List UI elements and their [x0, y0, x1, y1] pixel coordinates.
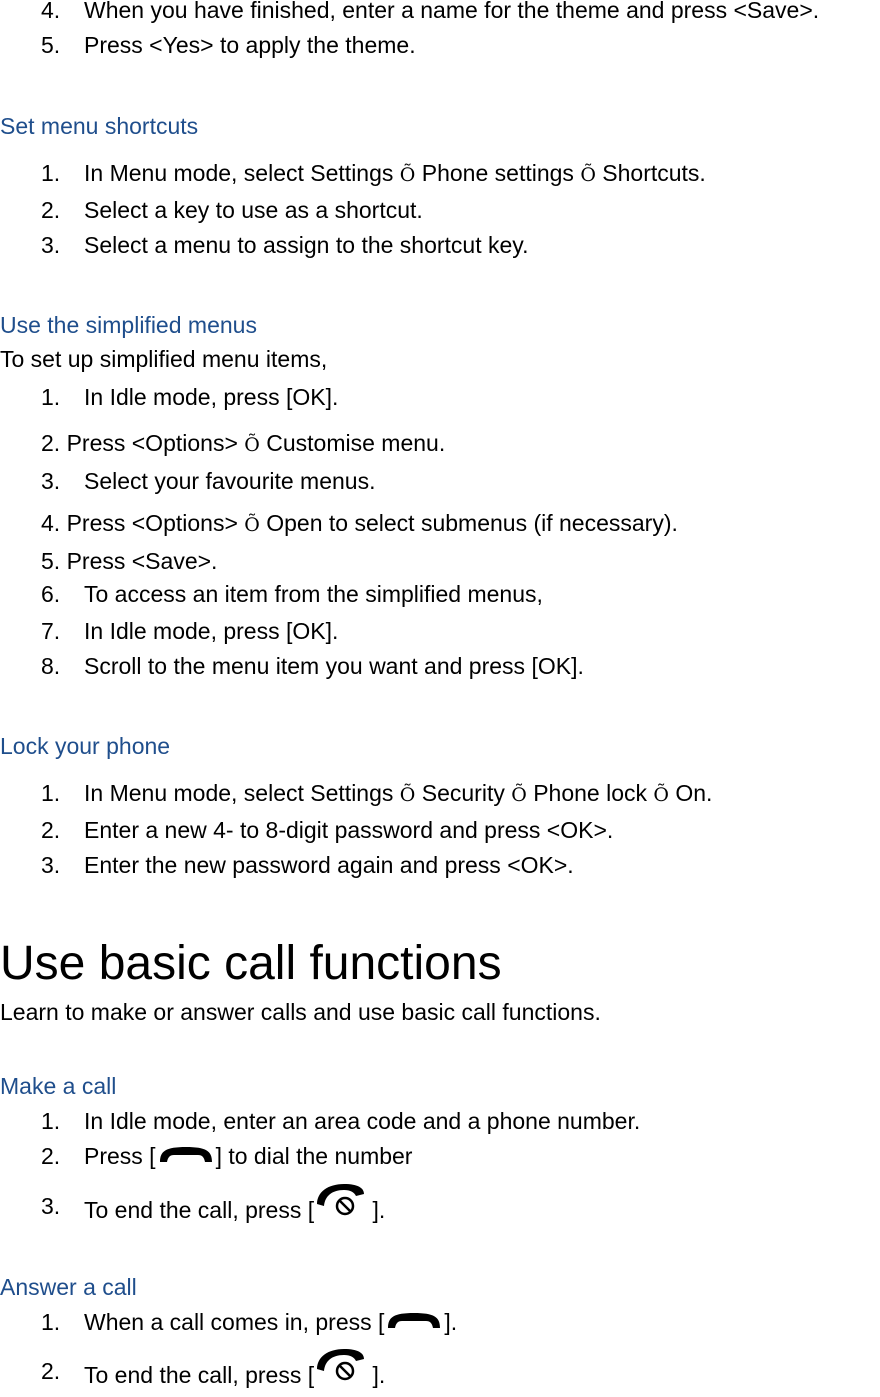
make-step-2-text: Press [ ] to dial the number [84, 1143, 413, 1169]
basic-intro: Learn to make or answer calls and use basic call functions. [0, 999, 601, 1025]
simplified-step-5: 5. Press <Save>. [41, 548, 218, 574]
shortcuts-step-3-text: Select a menu to assign to the shortcut key. [84, 232, 529, 258]
theme-step-4-num: 4. [41, 0, 61, 23]
simplified-step-8-num: 8. [41, 653, 61, 679]
simplified-step-4: 4. Press <Options> Õ Open to select submenus (if necessary). [41, 510, 678, 536]
arrow-glyph: Õ [511, 784, 527, 806]
answer-step-2-num: 2. [41, 1358, 61, 1384]
call-key-icon [156, 1143, 216, 1167]
heading-set-menu-shortcuts: Set menu shortcuts [0, 113, 199, 139]
shortcuts-step-1-num: 1. [41, 160, 61, 186]
simplified-step-3-text: Select your favourite menus. [84, 468, 376, 494]
simplified-step-7-text: In Idle mode, press [OK]. [84, 618, 339, 644]
shortcuts-step-2-text: Select a key to use as a shortcut. [84, 197, 423, 223]
heading-simplified-menus: Use the simplified menus [0, 312, 257, 338]
shortcuts-step-3-num: 3. [41, 232, 61, 258]
make-step-3-num: 3. [41, 1193, 61, 1219]
shortcuts-step-2-num: 2. [41, 197, 61, 223]
lock-step-2-text: Enter a new 4- to 8-digit password and press <OK>. [84, 817, 614, 843]
simplified-step-6-text: To access an item from the simplified menus, [84, 581, 543, 607]
simplified-step-1-text: In Idle mode, press [OK]. [84, 384, 339, 410]
simplified-step-8-text: Scroll to the menu item you want and press [OK]. [84, 653, 584, 679]
lock-step-1-num: 1. [41, 780, 61, 806]
simplified-intro: To set up simplified menu items, [0, 346, 328, 372]
answer-step-1-text: When a call comes in, press [ ]. [84, 1309, 458, 1335]
make-step-3-text: To end the call, press [ ]. [84, 1192, 385, 1232]
heading-lock-phone: Lock your phone [0, 733, 171, 759]
arrow-glyph: Õ [653, 784, 669, 806]
call-key-icon [384, 1309, 444, 1333]
arrow-glyph: Õ [399, 784, 416, 806]
lock-step-2-num: 2. [41, 817, 61, 843]
make-step-1-num: 1. [41, 1108, 61, 1134]
section-title-basic-call-functions: Use basic call functions [0, 937, 502, 990]
simplified-step-6-num: 6. [41, 581, 61, 607]
lock-step-3-num: 3. [41, 852, 61, 878]
simplified-step-7-num: 7. [41, 618, 61, 644]
make-step-2-num: 2. [41, 1143, 61, 1169]
theme-step-4-text: When you have finished, enter a name for the theme and press <Save>. [84, 0, 820, 23]
arrow-glyph: Õ [399, 164, 416, 186]
heading-make-call: Make a call [0, 1073, 117, 1099]
arrow-glyph: Õ [244, 514, 260, 536]
theme-step-5-num: 5. [41, 32, 61, 58]
end-key-icon [314, 1347, 366, 1387]
theme-step-5-text: Press <Yes> to apply the theme. [84, 32, 416, 58]
arrow-glyph: Õ [244, 434, 260, 456]
lock-step-3-text: Enter the new password again and press <OK>. [84, 852, 574, 878]
heading-answer-call: Answer a call [0, 1274, 137, 1300]
lock-step-1-text: In Menu mode, select Settings Õ Security Õ Phone lock Õ On. [84, 780, 713, 806]
simplified-step-3-num: 3. [41, 468, 61, 494]
answer-step-1-num: 1. [41, 1309, 61, 1335]
simplified-step-1-num: 1. [41, 384, 61, 410]
make-step-1-text: In Idle mode, enter an area code and a phone number. [84, 1108, 641, 1134]
answer-step-2-text: To end the call, press [ ]. [84, 1357, 385, 1397]
simplified-step-2: 2. Press <Options> Õ Customise menu. [41, 430, 446, 456]
end-key-icon [314, 1182, 366, 1222]
shortcuts-step-1-text: In Menu mode, select Settings Õ Phone settings Õ Shortcuts. [84, 160, 706, 186]
arrow-glyph: Õ [580, 164, 596, 186]
